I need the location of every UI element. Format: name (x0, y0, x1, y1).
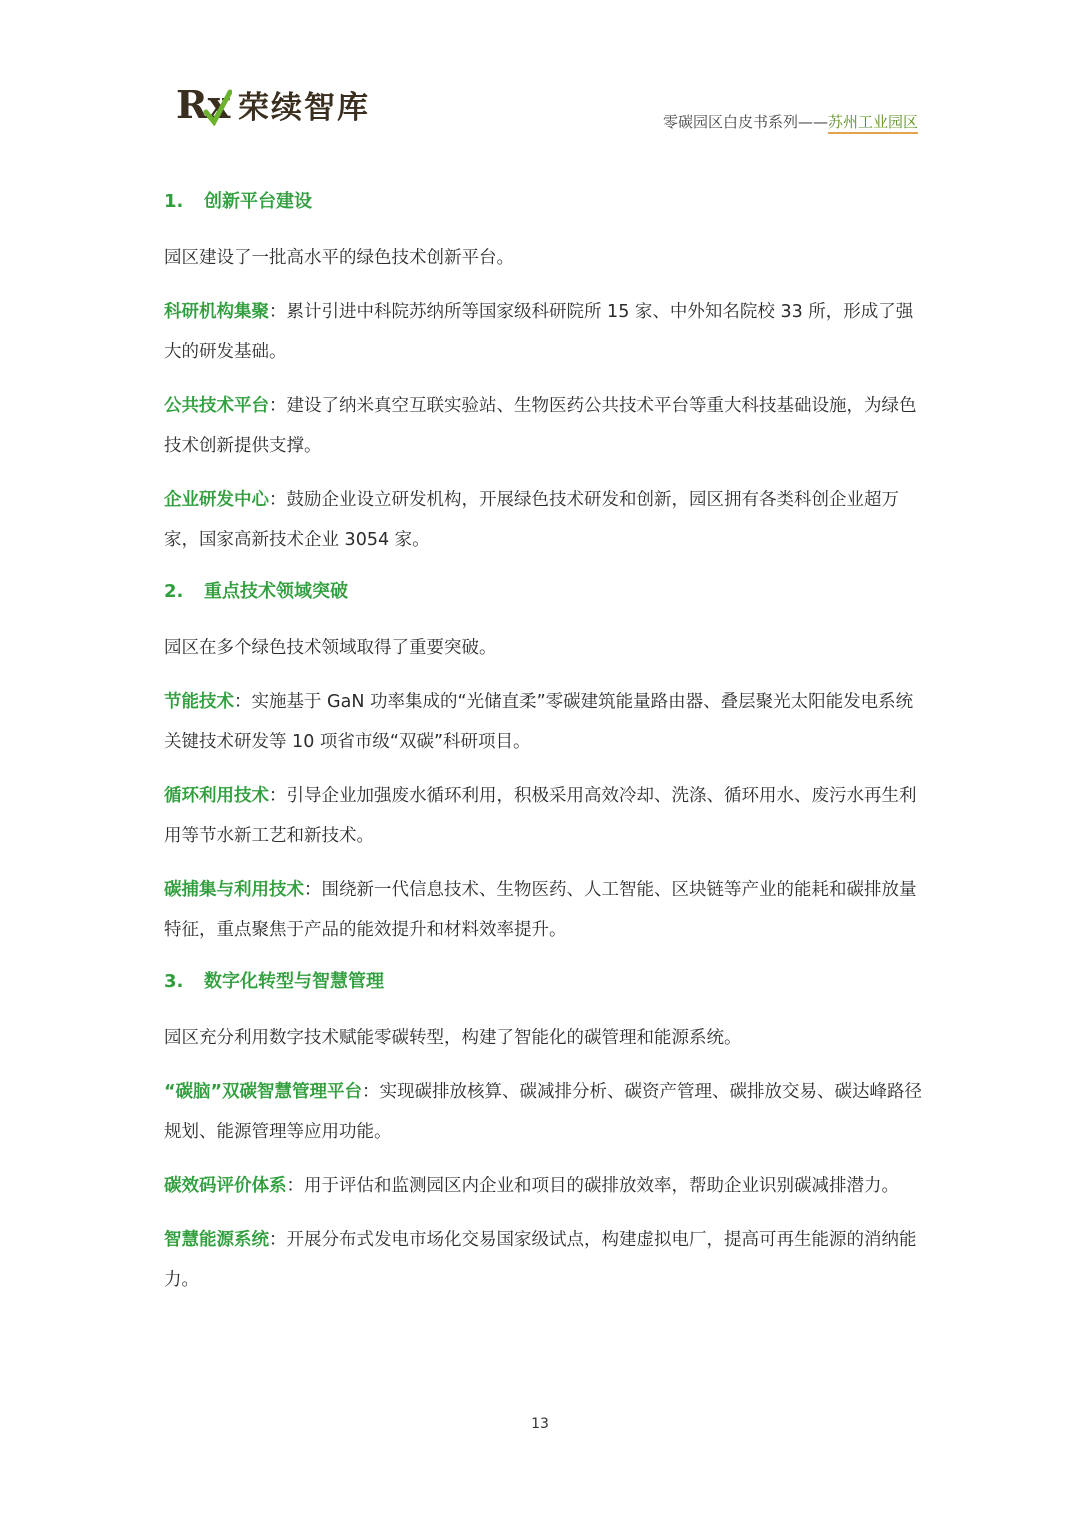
section-title: 重点技术领域突破 (204, 581, 348, 602)
section-heading (164, 964, 924, 1000)
list-item: 企业研发中心：鼓励企业设立研发机构，开展绿色技术研发和创新，园区拥有各类科创企业超万家，国家高新技术企业 3054 家。 (164, 490, 899, 550)
series-title (663, 111, 918, 132)
item-text: 累计引进中科院苏纳所等国家级科研院所 15 家、中外知名院校 33 所，形成了强大的研发基础。 (164, 302, 914, 362)
list-item: 碳捕集与利用技术：围绕新一代信息技术、生物医药、人工智能、区块链等产业的能耗和碳排放量特征，重点聚焦于产品的能效提升和材料效率提升。 (164, 880, 917, 940)
section-heading (164, 574, 924, 610)
brand-name: 荣续智库 (238, 89, 370, 126)
page-number: 13 (531, 1416, 549, 1432)
item-term: 碳效码评价体系 (164, 1176, 287, 1196)
section-number: 3. (164, 971, 184, 992)
item-term: 公共技术平台 (164, 396, 269, 416)
list-item: 智慧能源系统：开展分布式发电市场化交易国家级试点，构建虚拟电厂，提高可再生能源的消纳能力。 (164, 1230, 917, 1290)
section-intro: 园区在多个绿色技术领域取得了重要突破。 (164, 638, 497, 658)
item-term: 碳捕集与利用技术 (164, 880, 304, 900)
item-term: 科研机构集聚 (164, 302, 269, 322)
item-text: 用于评估和监测园区内企业和项目的碳排放效率，帮助企业识别碳减排潜力。 (304, 1176, 899, 1196)
brand-logo (176, 82, 370, 126)
item-text: 建设了纳米真空互联实验站、生物医药公共技术平台等重大科技基础设施，为绿色技术创新提供支撑。 (164, 396, 917, 456)
item-term: 智慧能源系统 (164, 1230, 269, 1250)
section-title: 数字化转型与智慧管理 (204, 971, 384, 992)
item-text: 围绕新一代信息技术、生物医药、人工智能、区块链等产业的能耗和碳排放量特征，重点聚焦于产品的能效提升和材料效率提升。 (164, 880, 917, 940)
section-title: 创新平台建设 (204, 191, 312, 212)
section-number: 2. (164, 581, 184, 602)
series-prefix: 零碳园区白皮书系列—— (662, 113, 828, 131)
list-item: 循环利用技术：引导企业加强废水循环利用，积极采用高效冷却、洗涤、循环用水、废污水再生利用等节水新工艺和新技术。 (164, 786, 917, 846)
section-intro: 园区建设了一批高水平的绿色技术创新平台。 (164, 248, 514, 268)
item-term: 企业研发中心 (164, 490, 269, 510)
item-term: 节能技术 (164, 692, 234, 712)
item-text: 实现碳排放核算、碳减排分析、碳资产管理、碳排放交易、碳达峰路径规划、能源管理等应用功能。 (164, 1082, 923, 1142)
item-text: 引导企业加强废水循环利用，积极采用高效冷却、洗涤、循环用水、废污水再生利用等节水新工艺和新技术。 (164, 786, 917, 846)
list-item: 碳效码评价体系：用于评估和监测园区内企业和项目的碳排放效率，帮助企业识别碳减排潜力。 (164, 1176, 899, 1196)
series-highlight: 苏州工业园区 (828, 113, 918, 134)
rx-logo-icon (176, 82, 232, 126)
list-item: 公共技术平台：建设了纳米真空互联实验站、生物医药公共技术平台等重大科技基础设施，为绿色技术创新提供支撑。 (164, 396, 917, 456)
main-content (164, 184, 924, 1314)
section-heading (164, 184, 924, 220)
list-item: 科研机构集聚：累计引进中科院苏纳所等国家级科研院所 15 家、中外知名院校 33 所，形成了强大的研发基础。 (164, 302, 914, 362)
section-intro: 园区充分利用数字技术赋能零碳转型，构建了智能化的碳管理和能源系统。 (164, 1028, 742, 1048)
list-item: “碳脑”双碳智慧管理平台：实现碳排放核算、碳减排分析、碳资产管理、碳排放交易、碳达峰路径规划、能源管理等应用功能。 (164, 1082, 923, 1142)
logo-letters: Rx (176, 82, 231, 126)
item-text: 实施基于 GaN 功率集成的“光储直柔”零碳建筑能量路由器、叠层聚光太阳能发电系统关键技术研发等 10 项省市级“双碳”科研项目。 (164, 692, 914, 752)
section-number: 1. (164, 191, 184, 212)
item-text: 开展分布式发电市场化交易国家级试点，构建虚拟电厂，提高可再生能源的消纳能力。 (164, 1230, 917, 1290)
list-item: 节能技术：实施基于 GaN 功率集成的“光储直柔”零碳建筑能量路由器、叠层聚光太阳能发电系统关键技术研发等 10 项省市级“双碳”科研项目。 (164, 692, 914, 752)
item-term: “碳脑”双碳智慧管理平台 (164, 1082, 363, 1102)
item-text: 鼓励企业设立研发机构，开展绿色技术研发和创新，园区拥有各类科创企业超万家，国家高新技术企业 3054 家。 (164, 490, 899, 550)
item-term: 循环利用技术 (164, 786, 269, 806)
